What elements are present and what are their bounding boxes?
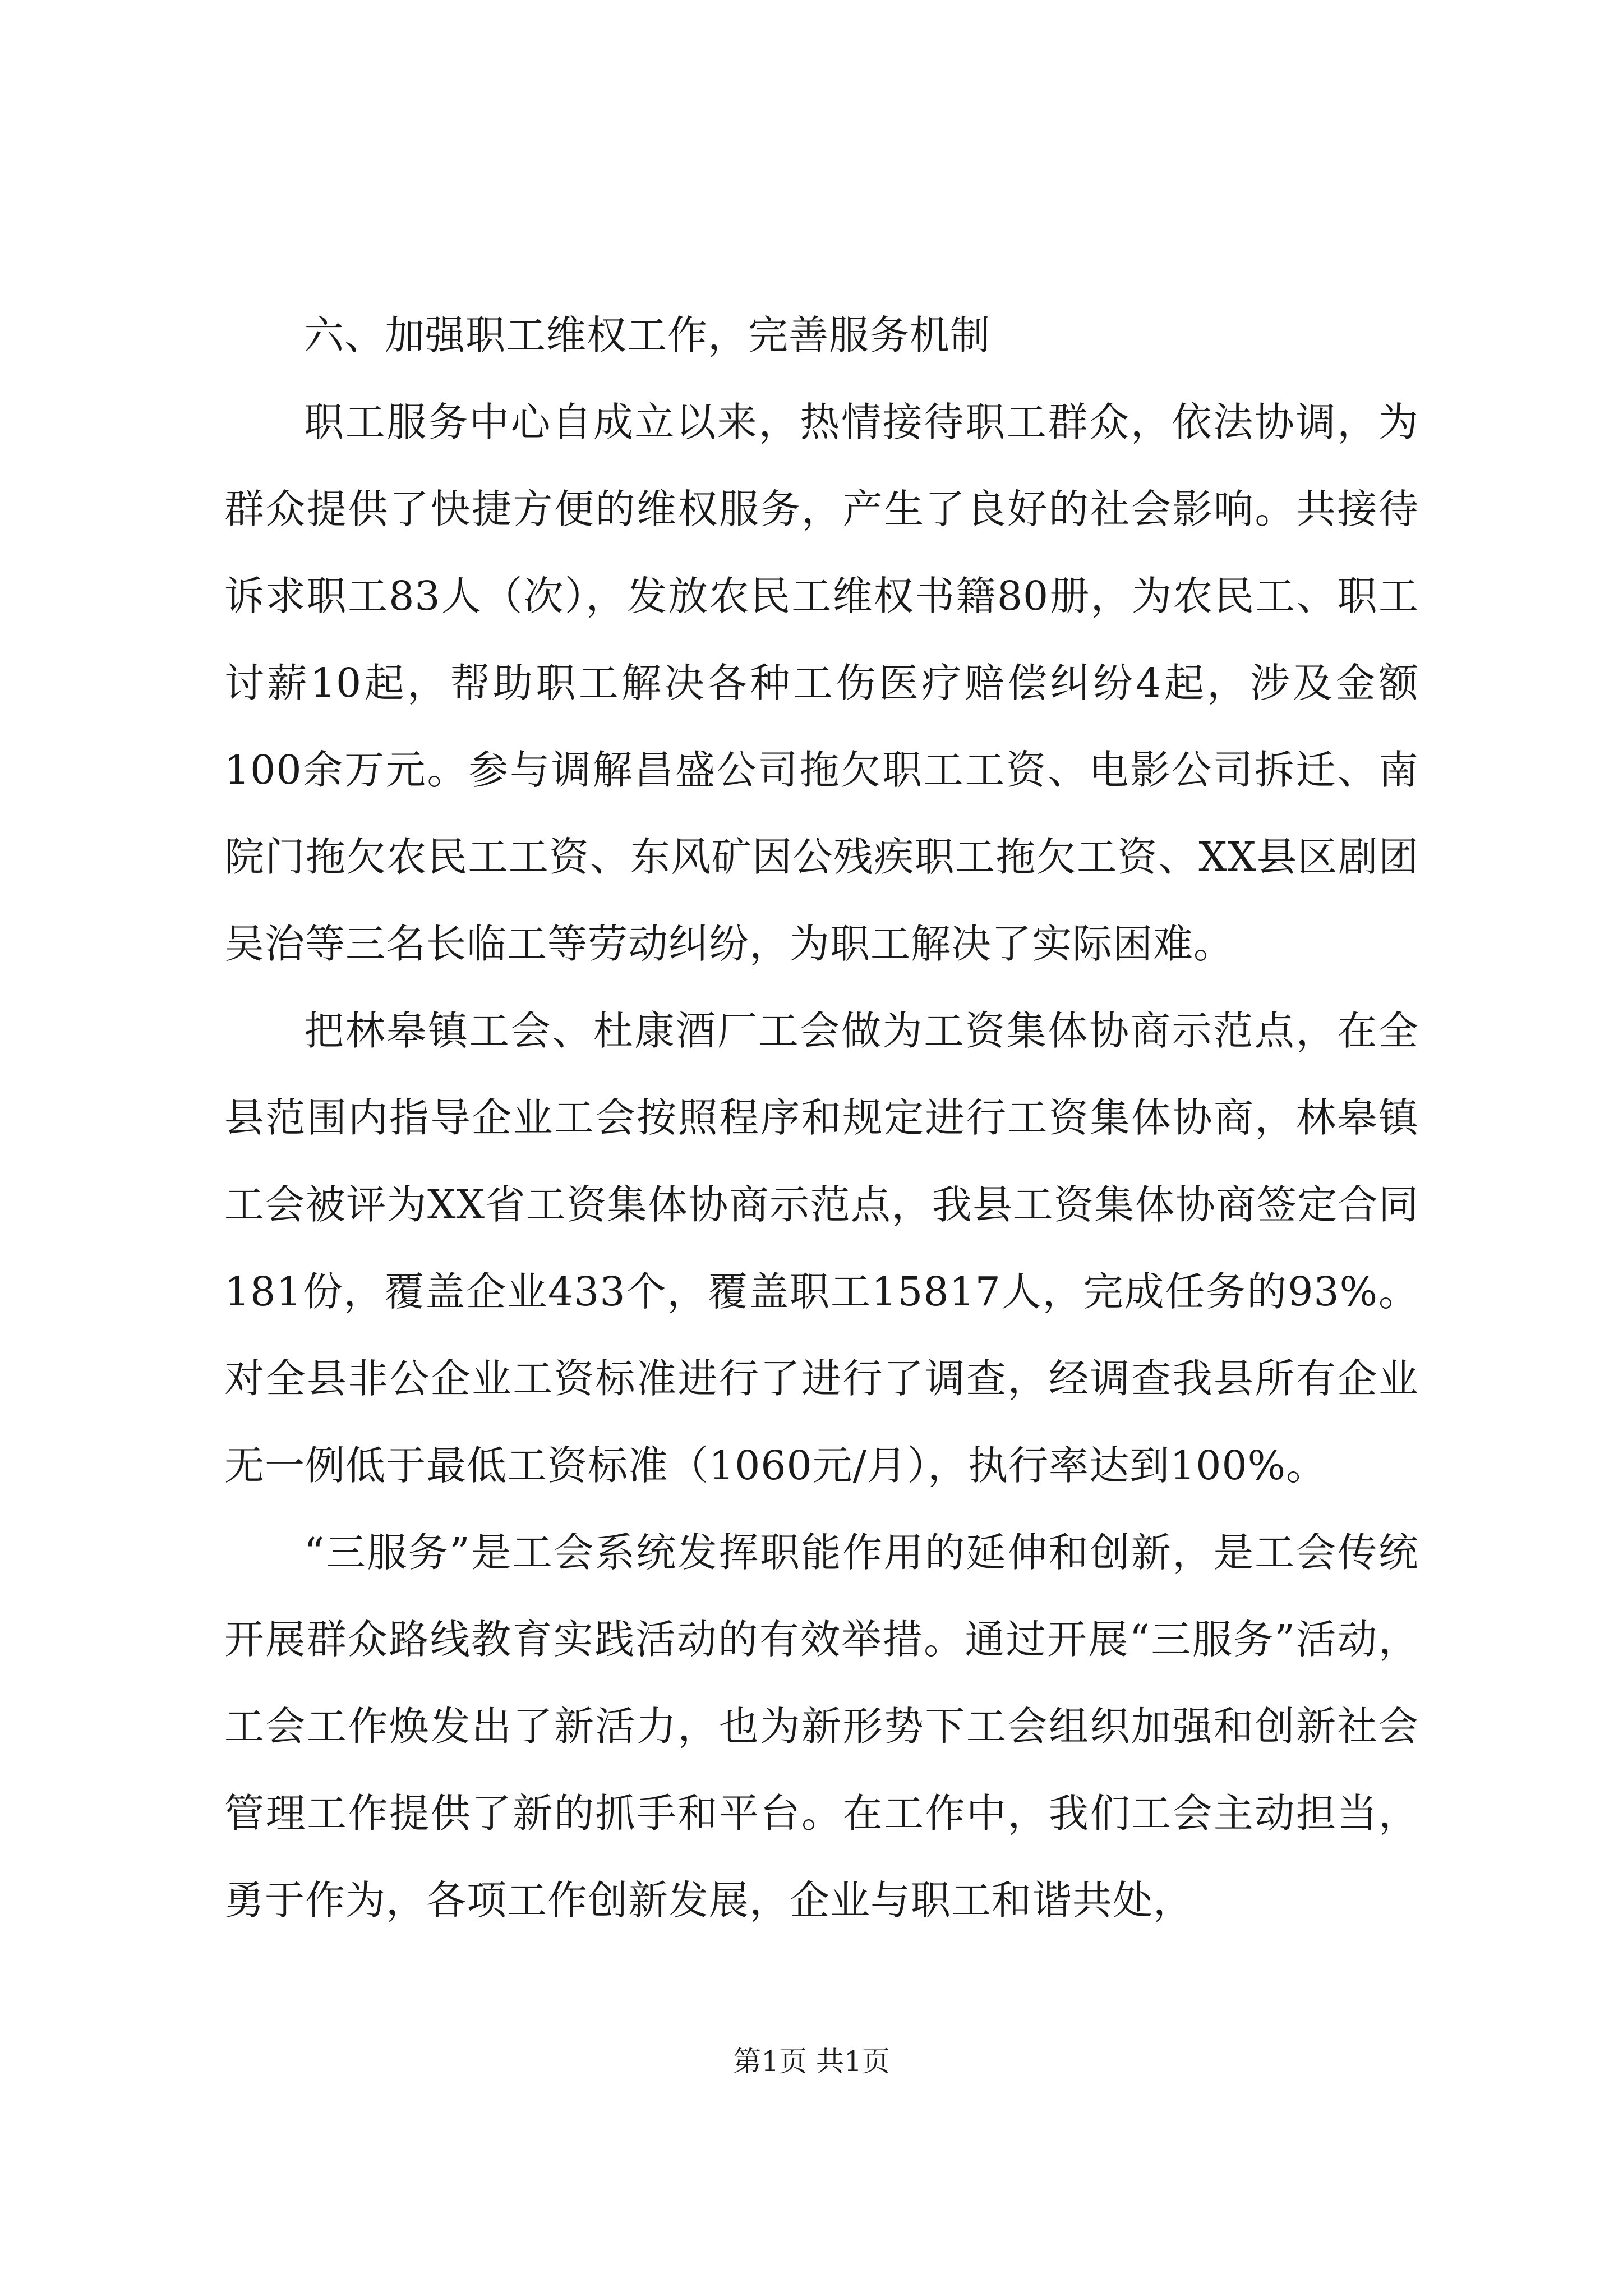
paragraph-service-center: 职工服务中心自成立以来，热情接待职工群众，依法协调，为群众提供了快捷方便的维权服务，产生了良好的社会影响。共接待诉求职工83人（次），发放农民工维权书籍80册，为农民工、职工讨薪10起，帮助职工解决各种工伤医疗赔偿纠纷4起，涉及金额100余万元。参与调解昌盛公司拖欠职工工资、电影公司拆迁、南院门拖欠农民工工资、东风矿因公残疾职工拖欠工资、XX县区剧团吴治等三名长临工等劳动纠纷，为职工解决了实际困难。 xyxy=(224,399,1419,967)
page-number-footer: 第1页 共1页 xyxy=(733,2045,890,2078)
document-body xyxy=(224,292,1419,1944)
paragraph-wage-negotiation: 把林皋镇工会、杜康酒厂工会做为工资集体协商示范点，在全县范围内指导企业工会按照程序和规定进行工资集体协商，林皋镇工会被评为XX省工资集体协商示范点，我县工资集体协商签定合同181份，覆盖企业433个，覆盖职工15817人，完成任务的93%。对全县非公企业工资标准进行了进行了调查，经调查我县所有企业无一例低于最低工资标准（1060元/月），执行率达到100%。 xyxy=(224,1007,1419,1489)
section-heading: 六、加强职工维权工作，完善服务机制 xyxy=(304,312,991,358)
paragraph-three-services: “三服务”是工会系统发挥职能作用的延伸和创新，是工会传统开展群众路线教育实践活动的有效举措。通过开展“三服务”活动，工会工作焕发出了新活力，也为新形势下工会组织加强和创新社会管理工作提供了新的抓手和平台。在工作中，我们工会主动担当，勇于作为，各项工作创新发展，企业与职工和谐共处， xyxy=(224,1529,1419,1924)
